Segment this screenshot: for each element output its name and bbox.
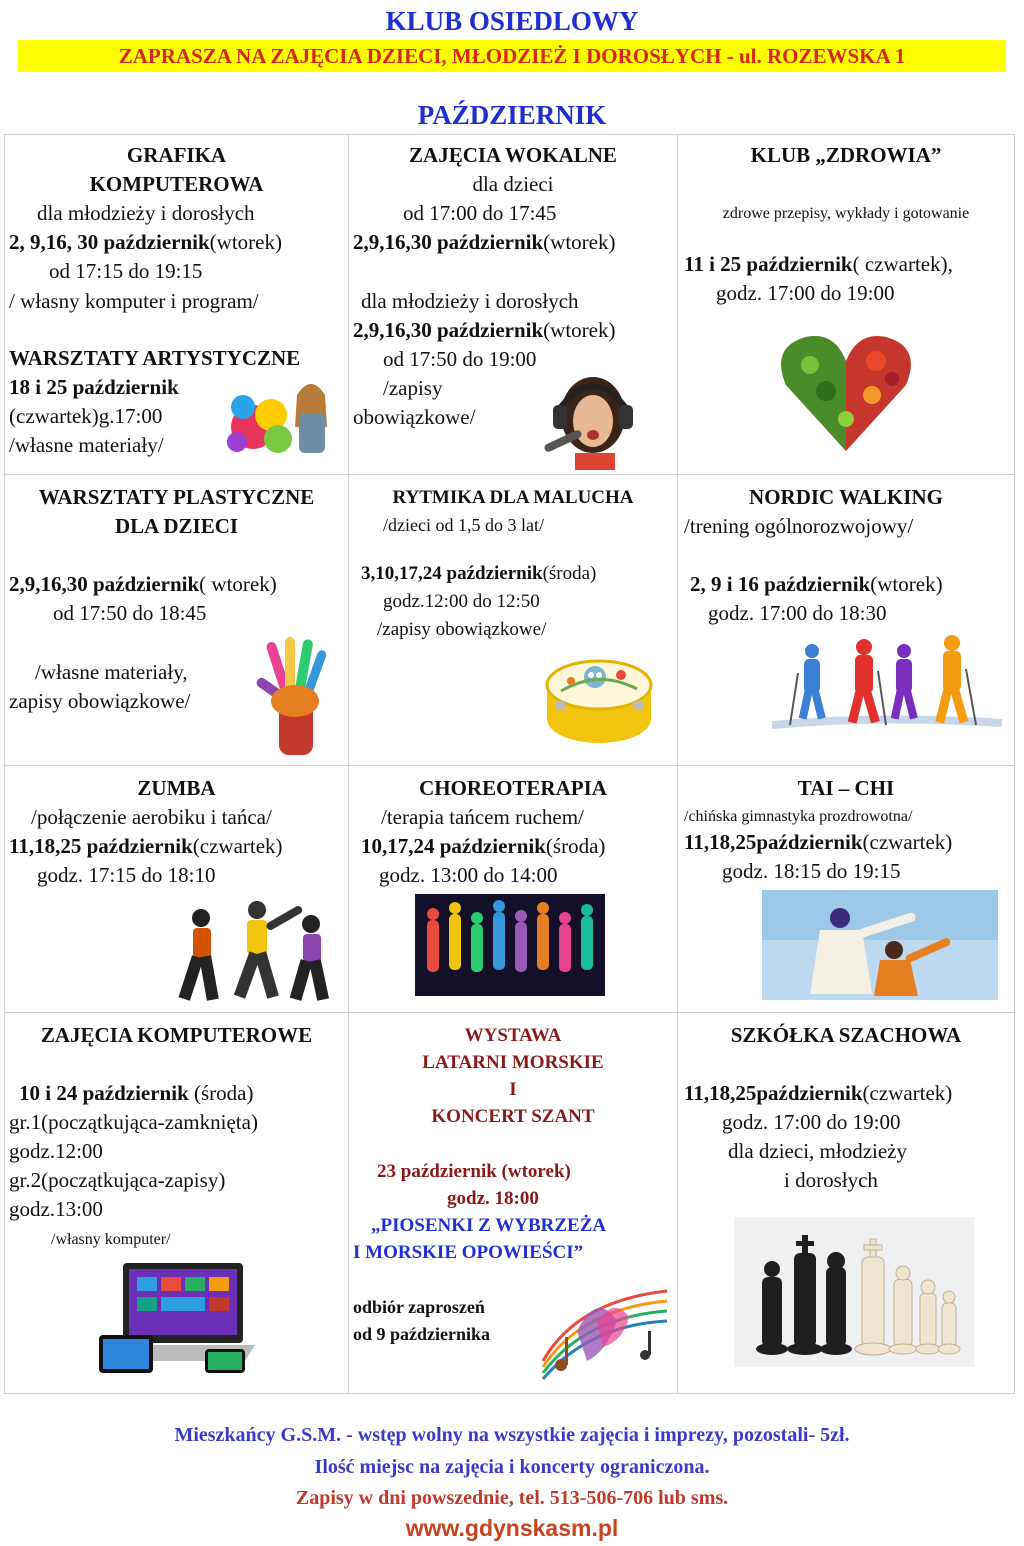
- plastyczne-time: od 17:50 do 18:45: [53, 601, 207, 625]
- szachy-title: SZKÓŁKA SZACHOWA: [730, 1023, 962, 1047]
- wystawa-pickup-2: od 9 października: [353, 1324, 491, 1344]
- wokalne-note-2: obowiązkowe/: [353, 405, 476, 429]
- wokalne-audience-adults: dla młodzieży i dorosłych: [361, 289, 579, 313]
- plastyczne-note-1: /własne materiały,: [35, 660, 188, 684]
- choreoterapia-description: /terapia tańcem ruchem/: [381, 805, 584, 829]
- choreoterapia-title: CHOREOTERAPIA: [419, 776, 607, 800]
- footer-entry-info: Mieszkańcy G.S.M. - wstęp wolny na wszystkie zajęcia i imprezy, pozostali- 5zł.: [174, 1424, 850, 1446]
- tambourine-image: [541, 639, 657, 747]
- komputerowe-group-2: gr.2(początkująca-zapisy): [9, 1168, 226, 1192]
- dance-silhouettes-image: [415, 894, 605, 996]
- club-title: KLUB OSIEDLOWY: [385, 6, 639, 36]
- wystawa-line-3: I: [509, 1079, 517, 1100]
- komputerowe-dates: 10 i 24 październik (środa): [19, 1081, 254, 1105]
- wokalne-time-children: od 17:00 do 17:45: [403, 201, 557, 225]
- plastyczne-title-2: DLA DZIECI: [114, 514, 239, 538]
- wokalne-audience-children: dla dzieci: [472, 172, 554, 196]
- wystawa-pickup-1: odbiór zaproszeń: [353, 1297, 485, 1317]
- tai-chi-image: [762, 890, 998, 1000]
- rytmika-time: godz.12:00 do 12:50: [383, 591, 540, 612]
- plastyczne-dates: 2,9,16,30 październik( wtorek): [9, 572, 277, 596]
- cell-zumba: [5, 766, 349, 1013]
- zdrowia-dates: 11 i 25 październik( czwartek),: [684, 252, 953, 276]
- cell-choreoterapia: [349, 766, 678, 1013]
- cell-wystawa: [349, 1013, 678, 1394]
- warsztaty-artystyczne-title: WARSZTATY ARTYSTYCZNE: [9, 346, 301, 370]
- taichi-dates: 11,18,25październik(czwartek): [684, 830, 953, 854]
- nordic-title: NORDIC WALKING: [749, 485, 943, 509]
- computer-devices-image: [95, 1259, 255, 1377]
- rytmika-audience: /dzieci od 1,5 do 3 lat/: [383, 515, 544, 535]
- cell-plastyczne: [5, 475, 349, 766]
- warsztaty-artystyczne-note: /własne materiały/: [9, 433, 164, 457]
- nordic-dates: 2, 9 i 16 październik(wtorek): [690, 572, 943, 596]
- cell-grafika: [5, 135, 349, 475]
- grafika-audience: dla młodzieży i dorosłych: [37, 201, 255, 225]
- grafika-time: od 17:15 do 19:15: [49, 259, 203, 283]
- vegetable-heart-image: [776, 327, 916, 455]
- music-notes-image: [537, 1281, 673, 1381]
- rytmika-title: RYTMIKA DLA MALUCHA: [392, 487, 634, 508]
- zumba-dancers-image: [171, 898, 341, 1004]
- zumba-title: ZUMBA: [137, 776, 216, 800]
- schedule-table: [4, 134, 1015, 1394]
- nordic-description: /trening ogólnorozwojowy/: [684, 514, 914, 538]
- month-heading: PAŹDZIERNIK: [417, 100, 607, 130]
- warsztaty-artystyczne-time: (czwartek)g.17:00: [9, 404, 163, 428]
- komputerowe-note: /własny komputer/: [51, 1231, 171, 1248]
- rytmika-note: /zapisy obowiązkowe/: [377, 619, 547, 640]
- wokalne-time-adults: od 17:50 do 19:00: [383, 347, 537, 371]
- chess-pieces-image: [734, 1217, 974, 1367]
- wystawa-line-2: LATARNI MORSKIE: [422, 1052, 604, 1073]
- szachy-time: godz. 17:00 do 19:00: [722, 1110, 901, 1134]
- footer-website-link[interactable]: www.gdynskasm.pl: [405, 1515, 619, 1541]
- wokalne-dates-children: 2,9,16,30 październik(wtorek): [353, 230, 616, 254]
- taichi-description: /chińska gimnastyka prozdrowotna/: [684, 808, 913, 825]
- cell-szachy: [678, 1013, 1015, 1394]
- wystawa-date: 23 październik (wtorek): [377, 1161, 571, 1182]
- grafika-title-2: KOMPUTEROWA: [89, 172, 264, 196]
- paint-splash-girl-image: [223, 367, 341, 467]
- zdrowia-description: zdrowe przepisy, wykłady i gotowanie: [722, 205, 970, 222]
- painted-hand-image: [249, 635, 335, 757]
- komputerowe-group-1: gr.1(początkująca-zamknięta): [9, 1110, 258, 1134]
- wokalne-note-1: /zapisy: [383, 376, 443, 400]
- wystawa-line-1: WYSTAWA: [464, 1025, 562, 1046]
- grafika-dates: 2, 9,16, 30 październik(wtorek): [9, 230, 282, 254]
- szachy-audience-1: dla dzieci, młodzieży: [728, 1139, 908, 1163]
- grafika-title-1: GRAFIKA: [126, 143, 227, 167]
- taichi-title: TAI – CHI: [797, 776, 895, 800]
- zumba-time: godz. 17:15 do 18:10: [37, 863, 216, 887]
- wystawa-song-2: I MORSKIE OPOWIEŚCI”: [353, 1242, 584, 1263]
- komputerowe-group-1-time: godz.12:00: [9, 1139, 103, 1163]
- komputerowe-group-2-time: godz.13:00: [9, 1197, 103, 1221]
- cell-wokalne: [349, 135, 678, 475]
- taichi-time: godz. 18:15 do 19:15: [722, 859, 901, 883]
- plastyczne-note-2: zapisy obowiązkowe/: [9, 689, 191, 713]
- plastyczne-title-1: WARSZTATY PLASTYCZNE: [38, 485, 315, 509]
- singing-girl-headphones-image: [535, 365, 645, 470]
- zdrowia-title: KLUB „ZDROWIA”: [750, 143, 942, 167]
- szachy-audience-2: i dorosłych: [784, 1168, 878, 1192]
- choreoterapia-dates: 10,17,24 październik(środa): [361, 834, 606, 858]
- grafika-note: / własny komputer i program/: [9, 289, 259, 313]
- cell-komputerowe: [5, 1013, 349, 1394]
- zumba-dates: 11,18,25 październik(czwartek): [9, 834, 283, 858]
- invitation-subtitle: ZAPRASZA NA ZAJĘCIA DZIECI, MŁODZIEŻ I DOROSŁYCH - ul. ROZEWSKA 1: [18, 40, 1006, 72]
- footer-limited-places: Ilość miejsc na zajęcia i koncerty ograniczona.: [314, 1456, 710, 1478]
- szachy-dates: 11,18,25październik(czwartek): [684, 1081, 953, 1105]
- cell-rytmika: [349, 475, 678, 766]
- wokalne-dates-adults: 2,9,16,30 październik(wtorek): [353, 318, 616, 342]
- warsztaty-artystyczne-dates: 18 i 25 październik: [9, 375, 179, 399]
- wystawa-song-1: „PIOSENKI Z WYBRZEŻA: [371, 1215, 607, 1236]
- nordic-walkers-image: [762, 633, 1010, 737]
- choreoterapia-time: godz. 13:00 do 14:00: [379, 863, 558, 887]
- cell-taichi: [678, 766, 1015, 1013]
- cell-zdrowia: [678, 135, 1015, 475]
- footer-registration-phone: Zapisy w dni powszednie, tel. 513-506-706 lub sms.: [295, 1487, 729, 1509]
- wokalne-title: ZAJĘCIA WOKALNE: [409, 143, 617, 167]
- wystawa-time: godz. 18:00: [447, 1188, 539, 1209]
- cell-nordic: [678, 475, 1015, 766]
- zumba-description: /połączenie aerobiku i tańca/: [31, 805, 272, 829]
- nordic-time: godz. 17:00 do 18:30: [708, 601, 887, 625]
- wystawa-line-4: KONCERT SZANT: [431, 1106, 595, 1127]
- komputerowe-title: ZAJĘCIA KOMPUTEROWE: [40, 1023, 313, 1047]
- rytmika-dates: 3,10,17,24 październik(środa): [361, 563, 597, 584]
- zdrowia-time: godz. 17:00 do 19:00: [716, 281, 895, 305]
